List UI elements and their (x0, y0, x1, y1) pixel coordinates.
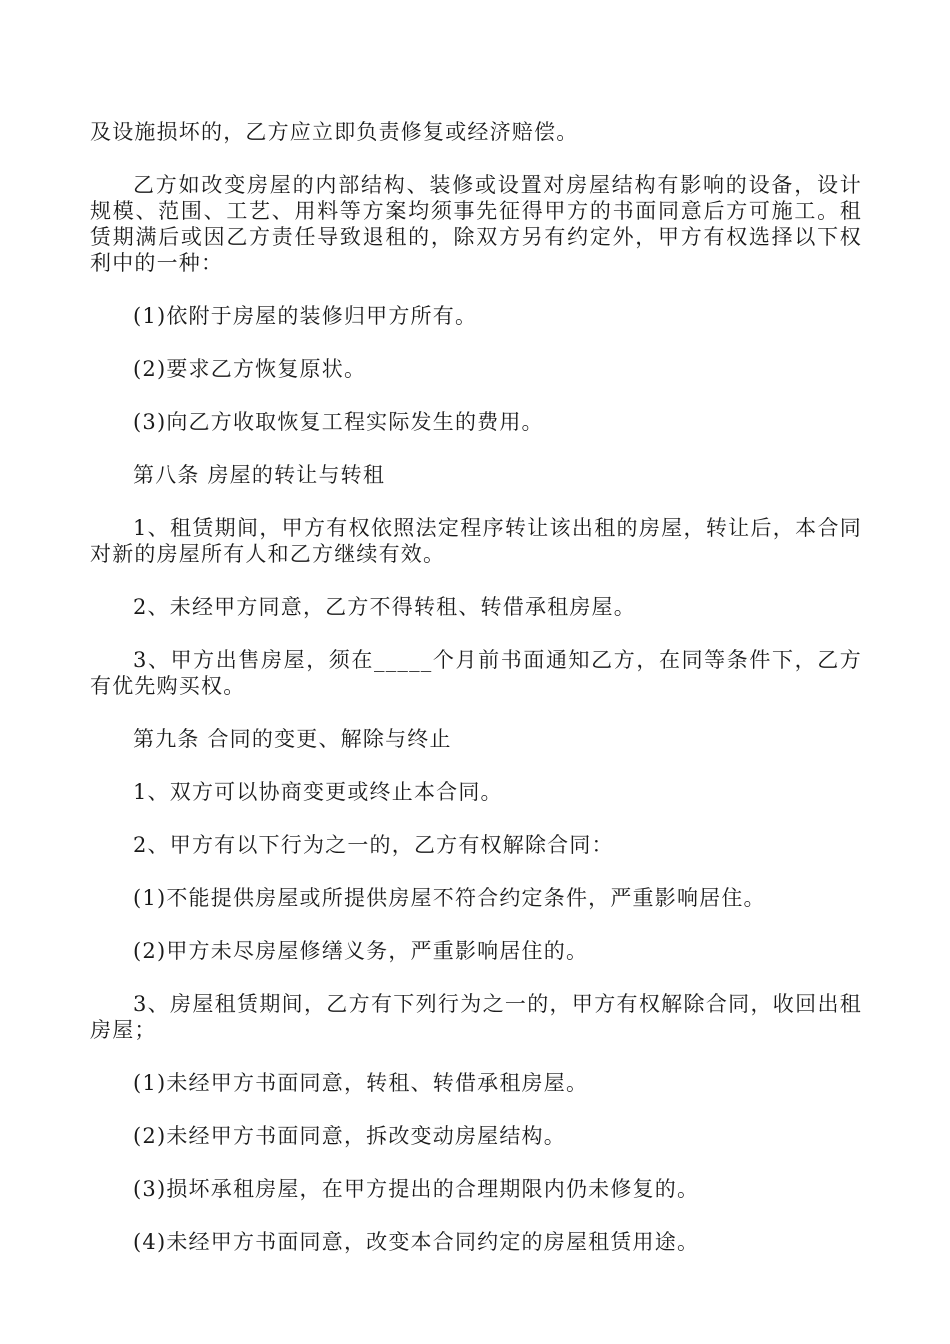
clause-9-3-item-3: (3)损坏承租房屋，在甲方提出的合理期限内仍未修复的。 (133, 1177, 700, 1201)
list-item-restore-original: (2)要求乙方恢复原状。 (133, 357, 367, 381)
section-heading-article-9: 第九条 合同的变更、解除与终止 (133, 727, 452, 751)
clause-9-3-item-2: (2)未经甲方书面同意，拆改变动房屋结构。 (133, 1124, 566, 1148)
paragraph-structure-change: 乙方如改变房屋的内部结构、装修或设置对房屋结构有影响的设备，设计规模、范围、工艺、用料等方案均须事先征得甲方的书面同意后方可施工。租赁期满后或因乙方责任导致退租的，除双方另有约定外，甲方有权选择以下权利中的一种： (90, 173, 862, 275)
clause-9-3-item-4: (4)未经甲方书面同意，改变本合同约定的房屋租赁用途。 (133, 1230, 700, 1254)
clause-8-3: 3、甲方出售房屋，须在_____个月前书面通知乙方，在同等条件下，乙方有优先购买权。 (90, 648, 862, 698)
paragraph-repair-liability: 及设施损坏的，乙方应立即负责修复或经济赔偿。 (90, 120, 579, 144)
clause-8-2: 2、未经甲方同意，乙方不得转租、转借承租房屋。 (133, 595, 636, 619)
clause-9-2: 2、甲方有以下行为之一的，乙方有权解除合同： (133, 833, 614, 857)
list-item-restoration-cost: (3)向乙方收取恢复工程实际发生的费用。 (133, 410, 544, 434)
clause-8-1: 1、租赁期间，甲方有权依照法定程序转让该出租的房屋，转让后，本合同对新的房屋所有人和乙方继续有效。 (90, 516, 862, 566)
clause-9-2-item-1: (1)不能提供房屋或所提供房屋不符合约定条件，严重影响居住。 (133, 886, 766, 910)
list-item-renovation-ownership: (1)依附于房屋的装修归甲方所有。 (133, 304, 478, 328)
clause-9-1: 1、双方可以协商变更或终止本合同。 (133, 780, 503, 804)
clause-9-2-item-2: (2)甲方未尽房屋修缮义务，严重影响居住的。 (133, 939, 589, 963)
clause-9-3: 3、房屋租赁期间，乙方有下列行为之一的，甲方有权解除合同，收回出租房屋； (90, 992, 862, 1042)
clause-9-3-item-1: (1)未经甲方书面同意，转租、转借承租房屋。 (133, 1071, 589, 1095)
section-heading-article-8: 第八条 房屋的转让与转租 (133, 463, 386, 487)
document-page (90, 119, 862, 1282)
